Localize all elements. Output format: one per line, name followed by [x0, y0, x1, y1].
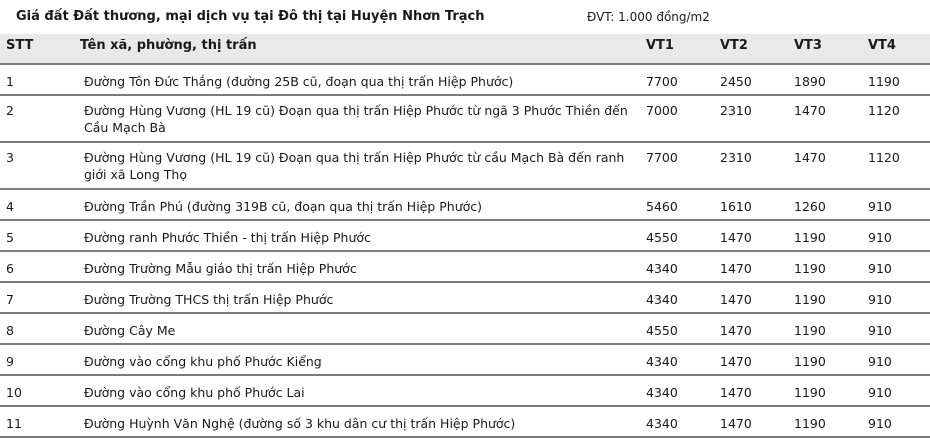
table-row	[0, 64, 930, 95]
cell-stt: 1	[0, 64, 78, 95]
cell-stt: 7	[0, 282, 78, 313]
cell-vt2: 2450	[716, 64, 790, 95]
table-row	[0, 189, 930, 220]
title-bar	[0, 0, 930, 34]
cell-name: Đường vào cổng khu phố Phước Kiểng	[78, 344, 644, 375]
cell-vt2: 1470	[716, 282, 790, 313]
cell-stt: 4	[0, 189, 78, 220]
table-row	[0, 282, 930, 313]
table-row	[0, 406, 930, 437]
cell-vt4: 1120	[864, 95, 930, 142]
cell-vt4: 1120	[864, 142, 930, 189]
land-price-table	[0, 34, 930, 438]
table-row	[0, 142, 930, 189]
table-row	[0, 344, 930, 375]
cell-stt: 6	[0, 251, 78, 282]
cell-vt3: 1470	[790, 95, 864, 142]
cell-name: Đường Huỳnh Văn Nghệ (đường số 3 khu dân cư thị trấn Hiệp Phước)	[78, 406, 644, 437]
cell-name: Đường Cây Me	[78, 313, 644, 344]
cell-vt4: 910	[864, 282, 930, 313]
table-row	[0, 95, 930, 142]
column-header-vt2: VT2	[716, 34, 790, 64]
cell-vt4: 910	[864, 220, 930, 251]
page-title: Giá đất Đất thương, mại dịch vụ tại Đô thị tại Huyện Nhơn Trạch	[16, 9, 485, 24]
cell-vt3: 1190	[790, 313, 864, 344]
cell-name: Đường Hùng Vương (HL 19 cũ) Đoạn qua thị trấn Hiệp Phước từ ngã 3 Phước Thiền đến Cầu Mạch Bà	[78, 95, 644, 142]
cell-vt2: 1470	[716, 344, 790, 375]
cell-vt1: 4550	[644, 220, 716, 251]
cell-vt1: 7000	[644, 95, 716, 142]
column-header-vt4: VT4	[864, 34, 930, 64]
cell-name: Đường vào cổng khu phố Phước Lai	[78, 375, 644, 406]
cell-vt2: 2310	[716, 142, 790, 189]
cell-vt3: 1470	[790, 142, 864, 189]
cell-vt3: 1260	[790, 189, 864, 220]
cell-vt4: 910	[864, 189, 930, 220]
cell-name: Đường Trần Phú (đường 319B cũ, đoạn qua thị trấn Hiệp Phước)	[78, 189, 644, 220]
cell-vt2: 1470	[716, 375, 790, 406]
table-header-row	[0, 34, 930, 64]
column-header-stt: STT	[0, 34, 78, 64]
cell-vt4: 1190	[864, 64, 930, 95]
column-header-name: Tên xã, phường, thị trấn	[78, 34, 644, 64]
cell-stt: 8	[0, 313, 78, 344]
cell-name: Đường Trường THCS thị trấn Hiệp Phước	[78, 282, 644, 313]
cell-vt3: 1190	[790, 220, 864, 251]
cell-vt3: 1890	[790, 64, 864, 95]
cell-vt4: 910	[864, 344, 930, 375]
cell-stt: 3	[0, 142, 78, 189]
cell-vt1: 7700	[644, 64, 716, 95]
unit-label: ĐVT: 1.000 đồng/m2	[587, 10, 710, 24]
cell-vt2: 1470	[716, 251, 790, 282]
column-header-vt1: VT1	[644, 34, 716, 64]
cell-vt2: 1470	[716, 220, 790, 251]
cell-vt1: 4340	[644, 251, 716, 282]
cell-vt3: 1190	[790, 406, 864, 437]
cell-stt: 5	[0, 220, 78, 251]
cell-vt1: 4340	[644, 344, 716, 375]
cell-stt: 2	[0, 95, 78, 142]
cell-stt: 9	[0, 344, 78, 375]
cell-vt2: 2310	[716, 95, 790, 142]
cell-vt3: 1190	[790, 344, 864, 375]
cell-vt2: 1610	[716, 189, 790, 220]
cell-vt1: 4340	[644, 375, 716, 406]
cell-name: Đường Trường Mẫu giáo thị trấn Hiệp Phước	[78, 251, 644, 282]
cell-name: Đường Hùng Vương (HL 19 cũ) Đoạn qua thị trấn Hiệp Phước từ cầu Mạch Bà đến ranh giới xã Long Thọ	[78, 142, 644, 189]
column-header-vt3: VT3	[790, 34, 864, 64]
table-row	[0, 313, 930, 344]
table-row	[0, 375, 930, 406]
cell-vt3: 1190	[790, 251, 864, 282]
cell-vt3: 1190	[790, 282, 864, 313]
cell-vt2: 1470	[716, 313, 790, 344]
cell-name: Đường Tôn Đức Thắng (đường 25B cũ, đoạn qua thị trấn Hiệp Phước)	[78, 64, 644, 95]
cell-stt: 11	[0, 406, 78, 437]
cell-vt1: 5460	[644, 189, 716, 220]
cell-vt2: 1470	[716, 406, 790, 437]
cell-name: Đường ranh Phước Thiền - thị trấn Hiệp Phước	[78, 220, 644, 251]
cell-vt1: 4340	[644, 282, 716, 313]
cell-stt: 10	[0, 375, 78, 406]
cell-vt1: 4340	[644, 406, 716, 437]
cell-vt1: 4550	[644, 313, 716, 344]
cell-vt4: 910	[864, 313, 930, 344]
cell-vt4: 910	[864, 251, 930, 282]
table-row	[0, 251, 930, 282]
table-row	[0, 220, 930, 251]
cell-vt3: 1190	[790, 375, 864, 406]
cell-vt4: 910	[864, 406, 930, 437]
cell-vt1: 7700	[644, 142, 716, 189]
cell-vt4: 910	[864, 375, 930, 406]
